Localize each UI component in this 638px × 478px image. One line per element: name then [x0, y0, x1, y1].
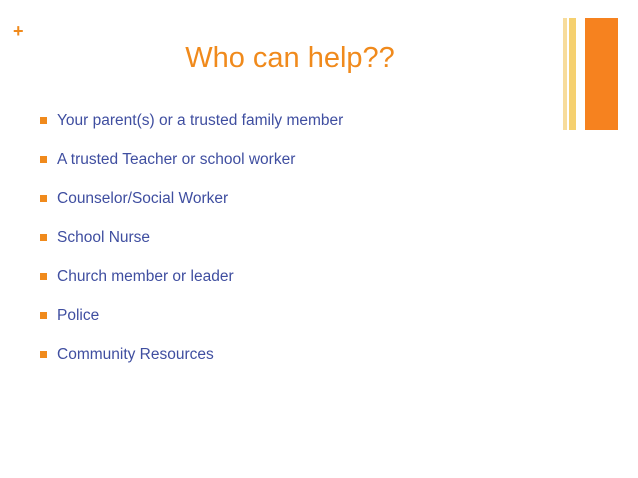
slide-title: Who can help?? — [185, 42, 395, 74]
bullet-text: School Nurse — [57, 228, 151, 246]
bullet-item — [40, 179, 343, 218]
bullet-text: Police — [57, 306, 100, 324]
bullet-text: Church member or leader — [57, 267, 234, 285]
bullet-item — [40, 296, 343, 335]
bullet-text: Community Resources — [57, 345, 214, 363]
bullet-list — [40, 101, 343, 374]
decorative-bar-mid — [569, 18, 576, 130]
bullet-item — [40, 140, 343, 179]
decorative-bar-main — [585, 18, 618, 130]
plus-icon: + — [13, 21, 24, 41]
bullet-square-icon — [40, 234, 47, 241]
decorative-bar-thin — [563, 18, 567, 130]
bullet-square-icon — [40, 351, 47, 358]
bullet-square-icon — [40, 312, 47, 319]
bullet-item — [40, 335, 343, 374]
bullet-square-icon — [40, 195, 47, 202]
bullet-item — [40, 101, 343, 140]
bullet-text: A trusted Teacher or school worker — [57, 150, 296, 168]
bullet-square-icon — [40, 117, 47, 124]
bullet-item — [40, 257, 343, 296]
bullet-text: Your parent(s) or a trusted family member — [57, 111, 344, 129]
bullet-item — [40, 218, 343, 257]
bullet-square-icon — [40, 156, 47, 163]
bullet-text: Counselor/Social Worker — [57, 189, 229, 207]
bullet-square-icon — [40, 273, 47, 280]
